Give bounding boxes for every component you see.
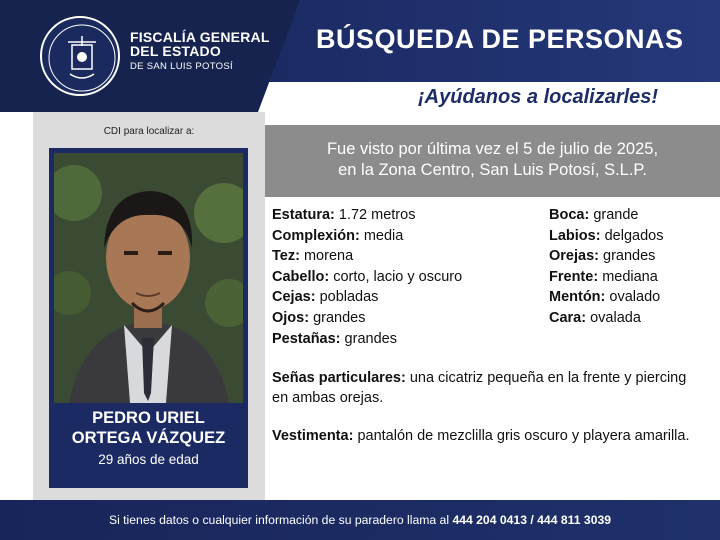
trait-cara: Cara: ovalada	[549, 309, 641, 326]
profile-panel	[33, 112, 265, 500]
traits-right	[549, 205, 719, 329]
agency-line-1: FISCALÍA GENERAL	[130, 29, 270, 45]
trait-cejas: Cejas: pobladas	[272, 289, 379, 306]
clothing	[272, 426, 692, 446]
traits-left	[272, 205, 542, 349]
distinguishing-text: una cicatriz pequeña en la frente y piercing en ambas orejas.	[272, 370, 687, 406]
distinguishing-marks	[272, 368, 692, 408]
last-seen-line-1: Fue visto por última vez el 5 de julio de 2025,	[326, 140, 659, 158]
cdi-label: CDI para localizar a:	[103, 126, 195, 137]
clothing-label: Vestimenta:	[272, 428, 354, 444]
trait-boca: Boca: grande	[549, 207, 639, 223]
last-seen-line-2: en la Zona Centro, San Luis Potosí, S.L.P.	[338, 161, 647, 179]
banner-title: BÚSQUEDA DE PERSONAS	[316, 24, 684, 54]
person-name	[49, 408, 248, 448]
person-age: 29 años de edad	[98, 452, 199, 467]
trait-pestanas: Pestañas: grandes	[272, 330, 397, 347]
state-seal-icon	[40, 16, 120, 96]
trait-ojos: Ojos: grandes	[272, 309, 366, 326]
header	[0, 0, 720, 112]
trait-frente: Frente: mediana	[549, 268, 658, 285]
agency-line-2: DEL ESTADO	[130, 43, 221, 59]
person-name-line-2: ORTEGA VÁZQUEZ	[71, 429, 226, 447]
person-name-line-1: PEDRO URIEL	[92, 409, 205, 427]
footer	[0, 500, 720, 540]
footer-phones: 444 204 0413 / 444 811 3039	[452, 513, 612, 527]
footer-text: Si tienes datos o cualquier información de su paradero llama al	[108, 513, 450, 527]
trait-cabello: Cabello: corto, lacio y oscuro	[272, 268, 463, 285]
tagline: ¡Ayúdanos a localizarles!	[418, 86, 659, 108]
agency-name	[130, 30, 270, 74]
trait-complexion: Complexión: media	[272, 227, 404, 244]
distinguishing-label: Señas particulares:	[272, 370, 406, 386]
trait-labios: Labios: delgados	[549, 227, 664, 244]
trait-menton: Mentón: ovalado	[549, 289, 661, 306]
person-photo	[54, 153, 243, 403]
trait-estatura: Estatura: 1.72 metros	[272, 207, 416, 223]
agency-line-3: DE SAN LUIS POTOSÍ	[130, 61, 233, 72]
photo-card	[49, 148, 248, 488]
clothing-text: pantalón de mezclilla gris oscuro y playera amarilla.	[357, 428, 690, 444]
trait-tez: Tez: morena	[272, 248, 354, 265]
trait-orejas: Orejas: grandes	[549, 248, 656, 265]
last-seen-band	[265, 125, 720, 197]
